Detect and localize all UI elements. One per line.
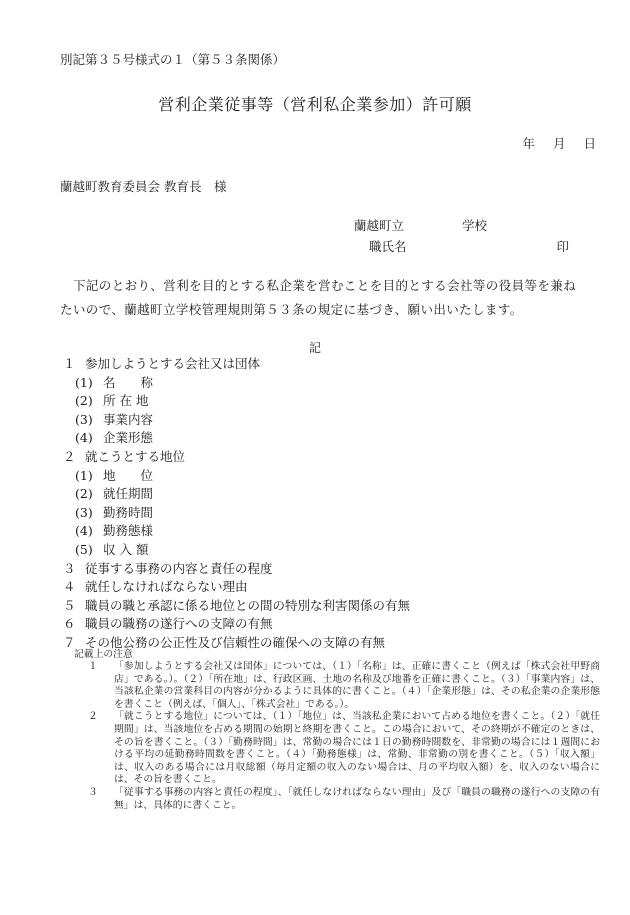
sub-item-number: (1) (75, 467, 93, 483)
list-item (63, 615, 410, 634)
sub-item-number: (4) (75, 430, 93, 446)
list-item (63, 597, 410, 616)
sub-item-number: (3) (75, 411, 93, 427)
sub-item-label: 就任期間 (103, 486, 154, 502)
name-label: 職氏名 (369, 239, 407, 254)
list-item (63, 560, 410, 579)
note-item (74, 661, 600, 711)
item-label: 職員の職と承認に係る地位との間の特別な利害関係の有無 (85, 597, 411, 613)
notes-heading: 記載上の注意 (74, 649, 133, 660)
addressee: 蘭越町教育委員会 教育長 様 (60, 179, 227, 194)
sub-item-number: (2) (75, 393, 93, 409)
item-number: ５ (63, 597, 76, 613)
date-month: 月 (552, 136, 566, 151)
sub-item-label: 勤務時間 (103, 504, 154, 520)
page-title: 営利企業従事等（営利私企業参加）許可願 (158, 95, 472, 114)
item-number: ７ (63, 634, 76, 650)
note-number: ２ (88, 711, 98, 723)
sub-item (63, 467, 410, 486)
body-paragraph: 下記のとおり、営利を目的とする私企業を営むことを目的とする会社等の役員等を兼ねたいので、蘭越町立学校管理規則第５３条の規定に基づき、願い出いたします。 (60, 278, 577, 317)
sub-item-number: (4) (75, 523, 93, 539)
sub-item-number: (2) (75, 486, 93, 502)
notes-list (74, 661, 600, 812)
school-prefix: 蘭越町立 (354, 218, 405, 233)
ki-heading: 記 (308, 341, 321, 355)
school-suffix: 学校 (462, 218, 488, 233)
sub-item (63, 485, 410, 504)
item-label: 就任しなければならない理由 (85, 579, 248, 595)
form-number: 別記第３５号様式の１（第５３条関係） (60, 52, 286, 67)
item-label: 職員の職務の遂行への支障の有無 (85, 616, 273, 632)
item-label: 就こうとする地位 (85, 448, 186, 464)
sub-item (63, 429, 410, 448)
note-item (74, 787, 600, 812)
sub-item (63, 522, 410, 541)
item-number: ４ (63, 579, 76, 595)
sub-item (63, 411, 410, 430)
sub-item-label: 所 在 地 (103, 393, 149, 409)
sub-item-label: 収 入 額 (103, 541, 149, 557)
item-number: ３ (63, 560, 76, 576)
item-list (63, 355, 410, 653)
sub-item (63, 504, 410, 523)
note-text: 「従事する事務の内容と責任の程度」、「就任しなければならない理由」及び「職員の職務の遂行への支障の有無」は、具体的に書くこと。 (114, 786, 600, 811)
note-item (74, 711, 600, 787)
item-number: １ (63, 356, 76, 371)
list-item (63, 448, 410, 467)
sub-item-label: 名 称 (103, 374, 154, 390)
sub-item-number: (1) (75, 374, 93, 390)
note-number: １ (88, 661, 98, 672)
notes-section (74, 646, 600, 812)
note-text: 「参加しようとする会社又は団体」については、（１）「名称」は、正確に書くこと（例えば「株式会社甲野商店」である。）。（２）「所在地」は、行政区画、土地の名称及び地番を正確に書くこと。（３）「事業内容」は、当該私企業の営業科目の内容が分かるように具体的に書くこと。（４）「企業形態」は、その私企業の企業形態を書くこと（例えば、「個人」、「株式会社」である。）。 (114, 661, 600, 710)
sub-item-number: (5) (75, 541, 93, 557)
list-item (63, 578, 410, 597)
item-number: ６ (63, 616, 76, 632)
sub-item (63, 392, 410, 411)
sub-item-label: 勤務態様 (103, 523, 154, 539)
applicant-line (369, 237, 569, 255)
sub-item-number: (3) (75, 504, 93, 520)
seal-mark: 印 (556, 239, 570, 254)
date-year: 年 (522, 136, 535, 151)
item-label: その他公務の公正性及び信頼性の確保への支障の有無 (85, 634, 386, 650)
item-number: ２ (63, 448, 76, 464)
sub-item (63, 541, 410, 560)
date-line (504, 134, 596, 152)
note-text: 「就こうとする地位」については、（１）「地位」は、当該私企業において占める地位を書くこと。（２）「就任期間」は、当該地位を占める期間の始期と終期を書くこと。この場合において、その終期が不確定のときは、その旨を書くこと。（３）「勤務時間」は、常勤の場合には１日の勤務時間数を、非常勤の場合には１週間における平均の延勤務時間数を書くこと。（４）「勤務態様」は、常勤、非常勤の別を書くこと。（５）「収入額」は、収入のある場合には月収総額（毎月定額の収入のない場合は、月の平均収入額）を、収入のない場合には、その旨を書くこと。 (114, 711, 600, 786)
note-number: ３ (88, 786, 98, 798)
sub-item (63, 374, 410, 393)
item-label: 参加しようとする会社又は団体 (85, 356, 261, 371)
list-item (63, 355, 410, 374)
date-day: 日 (583, 136, 596, 151)
item-label: 従事する事務の内容と責任の程度 (85, 560, 273, 576)
sub-item-label: 地 位 (103, 467, 154, 483)
sub-item-label: 企業形態 (103, 430, 154, 446)
sub-item-label: 事業内容 (103, 411, 154, 427)
school-line (354, 216, 487, 234)
